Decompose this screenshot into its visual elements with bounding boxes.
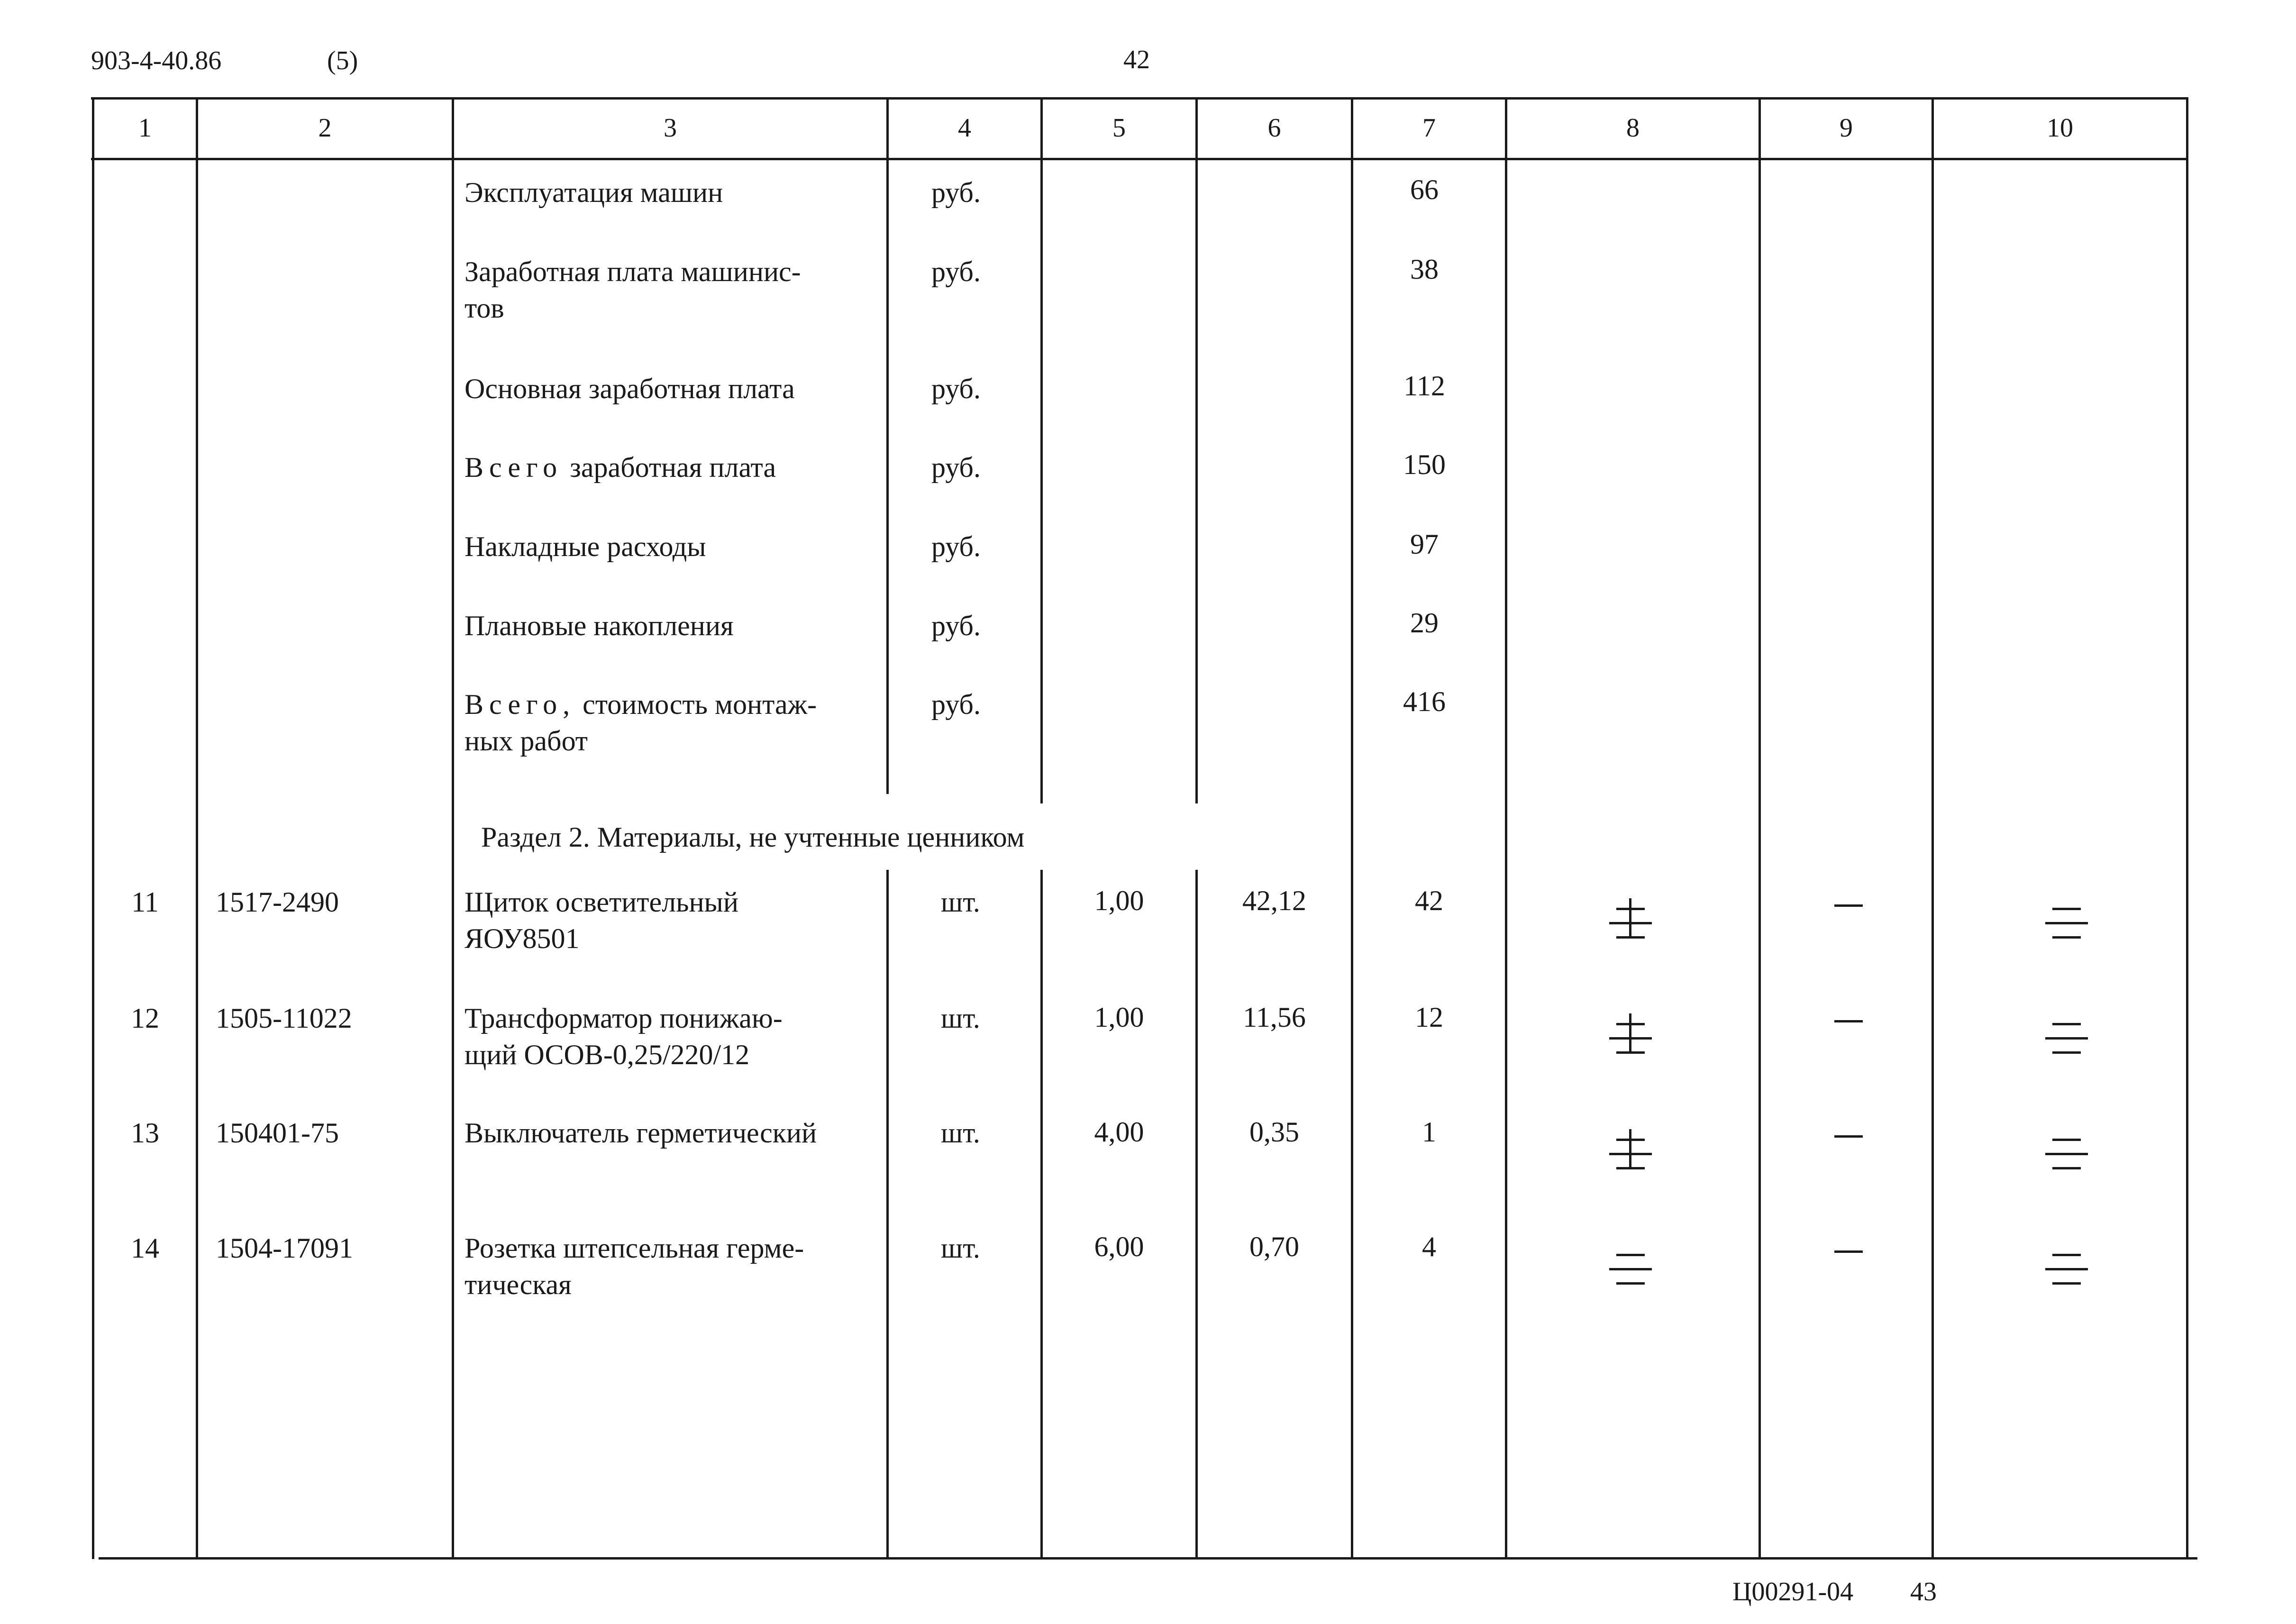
item-name xyxy=(465,449,776,485)
dash-mark xyxy=(1616,936,1645,939)
column-border xyxy=(452,97,454,1559)
column-border xyxy=(1195,97,1198,803)
dash-mark xyxy=(2052,1051,2081,1054)
dash-mark xyxy=(2052,1282,2081,1285)
column-border xyxy=(886,97,889,794)
item-name-continued: ЯОУ8501 xyxy=(465,923,580,954)
row-number: 14 xyxy=(131,1232,159,1264)
quantity-cell: 1,00 xyxy=(1094,1002,1144,1033)
column-header: 3 xyxy=(664,113,677,143)
quantity-cell: 1,00 xyxy=(1094,885,1144,916)
unit-cell: руб. xyxy=(931,177,981,208)
price-code: 1505-11022 xyxy=(216,1003,352,1034)
page-number: 42 xyxy=(1123,45,1150,74)
dash-mark xyxy=(1629,1129,1631,1167)
table-bottom-border xyxy=(99,1557,2197,1560)
row-number: 11 xyxy=(131,886,159,918)
dash-mark xyxy=(2052,1167,2081,1169)
dash-mark xyxy=(1609,1268,1652,1270)
column-border xyxy=(1040,97,1043,803)
dash-mark xyxy=(1834,1250,1863,1253)
row-number: 12 xyxy=(131,1003,159,1034)
unit-cell: шт. xyxy=(941,886,980,918)
column-header: 7 xyxy=(1422,113,1436,143)
value-cell: 150 xyxy=(1403,449,1446,480)
unit-cell: руб. xyxy=(931,256,981,287)
item-name-continued: тов xyxy=(465,292,504,324)
column-border xyxy=(92,97,94,1559)
dash-mark xyxy=(1629,898,1631,936)
unit-cell: шт. xyxy=(941,1232,980,1264)
unit-price-cell: 42,12 xyxy=(1242,885,1306,916)
price-code: 1504-17091 xyxy=(216,1232,353,1264)
value-cell: 29 xyxy=(1410,607,1439,639)
item-name-continued: тическая xyxy=(465,1269,572,1300)
column-header: 4 xyxy=(958,113,971,143)
total-cell: 12 xyxy=(1415,1002,1443,1033)
table-top-border xyxy=(91,97,2188,100)
dash-mark xyxy=(1616,1282,1645,1285)
item-name: Щиток осветительный xyxy=(465,886,738,918)
dash-mark xyxy=(1834,904,1863,907)
column-border xyxy=(1351,97,1353,1559)
spaced-word: Всего xyxy=(465,452,563,483)
dash-mark xyxy=(2052,908,2081,910)
dash-mark xyxy=(1616,1254,1645,1256)
total-cell: 1 xyxy=(1422,1116,1436,1148)
column-header: 10 xyxy=(2047,113,2073,143)
value-cell: 38 xyxy=(1410,254,1439,285)
footer-page: 43 xyxy=(1910,1577,1937,1606)
unit-cell: руб. xyxy=(931,452,981,483)
dash-mark xyxy=(2052,1254,2081,1256)
item-name: Основная заработная плата xyxy=(465,373,795,404)
item-name xyxy=(465,686,817,722)
item-name-continued: ных работ xyxy=(465,725,588,757)
item-name: Плановые накопления xyxy=(465,610,734,641)
price-code: 1517-2490 xyxy=(216,886,339,918)
row-number: 13 xyxy=(131,1117,159,1149)
dash-mark xyxy=(1834,1020,1863,1022)
dash-mark xyxy=(1834,1135,1863,1138)
price-code: 150401-75 xyxy=(216,1117,339,1149)
section-title: Раздел 2. Материалы, не учтенные ценником xyxy=(481,821,1025,853)
quantity-cell: 6,00 xyxy=(1094,1231,1144,1262)
dash-mark xyxy=(2045,1268,2088,1270)
column-border xyxy=(2186,97,2188,1559)
item-name: Заработная плата машинис- xyxy=(465,256,801,287)
quantity-cell: 4,00 xyxy=(1094,1116,1144,1148)
item-name: Выключатель герметический xyxy=(465,1117,817,1149)
column-header: 2 xyxy=(318,113,332,143)
column-header: 6 xyxy=(1267,113,1281,143)
column-border xyxy=(1195,870,1198,1559)
unit-cell: руб. xyxy=(931,373,981,404)
total-cell: 42 xyxy=(1415,885,1443,916)
unit-cell: шт. xyxy=(941,1117,980,1149)
total-cell: 4 xyxy=(1422,1231,1436,1262)
item-name: Эксплуатация машин xyxy=(465,177,723,208)
value-cell: 66 xyxy=(1410,174,1439,205)
item-name: Розетка штепсельная герме- xyxy=(465,1232,804,1264)
column-header: 8 xyxy=(1626,113,1640,143)
dash-mark xyxy=(2052,1023,2081,1025)
unit-cell: шт. xyxy=(941,1003,980,1034)
column-border xyxy=(1505,97,1507,1559)
dash-mark xyxy=(1616,1167,1645,1169)
spaced-word: Всего, xyxy=(465,689,576,720)
document-code: 903-4-40.86 xyxy=(91,46,222,75)
dash-mark xyxy=(2045,922,2088,924)
item-name: Накладные расходы xyxy=(465,531,706,562)
unit-cell: руб. xyxy=(931,531,981,562)
unit-cell: руб. xyxy=(931,610,981,641)
issue-number: (5) xyxy=(327,46,358,75)
unit-price-cell: 0,35 xyxy=(1249,1116,1299,1148)
value-cell: 97 xyxy=(1410,529,1439,560)
column-border xyxy=(1040,870,1043,1559)
item-name-rest: заработная плата xyxy=(570,452,776,483)
dash-mark xyxy=(1616,1051,1645,1054)
value-cell: 112 xyxy=(1403,370,1445,401)
column-border xyxy=(1758,97,1761,1559)
item-name: Трансформатор понижаю- xyxy=(465,1003,783,1034)
column-border xyxy=(1932,97,1934,1559)
unit-price-cell: 0,70 xyxy=(1249,1231,1299,1262)
column-border xyxy=(886,870,889,1559)
header-row-divider xyxy=(91,158,2188,160)
column-header: 1 xyxy=(138,113,152,143)
dash-mark xyxy=(2045,1153,2088,1155)
footer-code: Ц00291-04 xyxy=(1732,1577,1854,1606)
dash-mark xyxy=(2052,1139,2081,1141)
column-border xyxy=(196,97,198,1559)
column-header: 5 xyxy=(1112,113,1126,143)
dash-mark xyxy=(2052,936,2081,939)
unit-cell: руб. xyxy=(931,689,981,720)
item-name-rest: стоимость монтаж- xyxy=(583,689,817,720)
column-header: 9 xyxy=(1840,113,1853,143)
unit-price-cell: 11,56 xyxy=(1243,1002,1306,1033)
value-cell: 416 xyxy=(1403,686,1446,717)
item-name-continued: щий ОСОВ-0,25/220/12 xyxy=(465,1039,750,1070)
dash-mark xyxy=(2045,1037,2088,1040)
dash-mark xyxy=(1629,1013,1631,1051)
